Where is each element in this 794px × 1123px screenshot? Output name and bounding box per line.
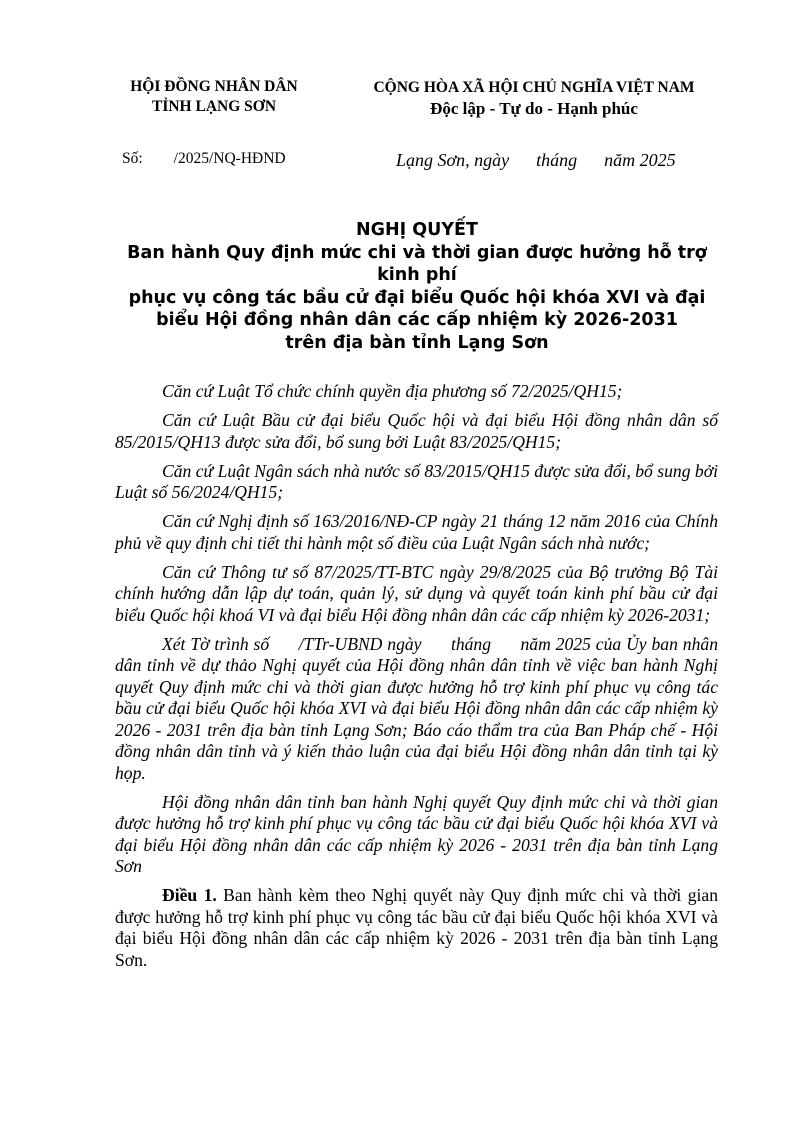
- title-line-3: trên địa bàn tỉnh Lạng Sơn: [285, 332, 549, 353]
- title-line-2: phục vụ công tác bầu cử đại biểu Quốc hội khóa XVI và đại biểu Hội đồng nhân dân các cấp nhiệm kỳ 2026-2031: [128, 287, 706, 330]
- republic-name: CỘNG HÒA XÃ HỘI CHỦ NGHĨA VIỆT NAM: [373, 79, 695, 96]
- preamble-paragraph: Căn cứ Luật Bầu cử đại biểu Quốc hội và đại biểu Hội đồng nhân dân số 85/2015/QH13 được sửa đổi, bổ sung bởi Luật 83/2025/QH15;: [115, 410, 718, 452]
- document-number: Số: /2025/NQ-HĐND: [122, 150, 286, 167]
- document-type: NGHỊ QUYẾT: [356, 220, 478, 240]
- place-and-date: Lạng Sơn, ngày tháng năm 2025: [396, 150, 676, 170]
- national-motto: Độc lập - Tự do - Hạnh phúc: [430, 99, 638, 118]
- preamble-paragraph: Căn cứ Luật Ngân sách nhà nước số 83/2015/QH15 được sửa đổi, bổ sung bởi Luật số 56/2024/QH15;: [115, 460, 718, 502]
- article-1-label: Điều 1.: [162, 885, 217, 905]
- article-1: [115, 885, 718, 971]
- preamble-paragraph: Căn cứ Nghị định số 163/2016/NĐ-CP ngày 21 tháng 12 năm 2016 của Chính phủ về quy định chi tiết thi hành một số điều của Luật Ngân sách nhà nước;: [115, 511, 718, 553]
- preamble-paragraph: Căn cứ Thông tư số 87/2025/TT-BTC ngày 29/8/2025 của Bộ trưởng Bộ Tài chính hướng dẫn lập dự toán, quản lý, sử dụng và quyết toán kinh phí bầu cử đại biểu Quốc hội khoá VI và đại biểu Hội đồng nhân dân các cấp nhiệm kỳ 2026-2031;: [115, 561, 718, 625]
- document-body: [115, 381, 723, 979]
- issuing-authority: [108, 77, 320, 117]
- preamble-paragraph: Hội đồng nhân dân tỉnh ban hành Nghị quyết Quy định mức chi và thời gian được hưởng hỗ trợ kinh phí phục vụ công tác bầu cử đại biểu Quốc hội khóa XVI và đại biểu Hội đồng nhân dân các cấp nhiệm kỳ 2026 - 2031 trên địa bàn tỉnh Lạng Sơn: [115, 791, 718, 876]
- province-name: TỈNH LẠNG SƠN: [151, 98, 277, 115]
- title-line-1: Ban hành Quy định mức chi và thời gian được hưởng hỗ trợ kinh phí: [127, 242, 707, 285]
- council-name: HỘI ĐỒNG NHÂN DÂN: [130, 78, 298, 95]
- article-1-text: Ban hành kèm theo Nghị quyết này Quy định mức chi và thời gian được hưởng hỗ trợ kinh phí phục vụ công tác bầu cử đại biểu Quốc hội khóa XVI và đại biểu Hội đồng nhân dân các cấp nhiệm kỳ 2026 - 2031 trên địa bàn tỉnh Lạng Sơn.: [115, 885, 718, 970]
- preamble-paragraph: Xét Tờ trình số /TTr-UBND ngày tháng năm 2025 của Ủy ban nhân dân tỉnh về dự thảo Nghị quyết của Hội đồng nhân dân tỉnh về việc ban hành Nghị quyết Quy định mức chi và thời gian được hưởng hỗ trợ kinh phí phục vụ công tác bầu cử đại biểu Quốc hội khóa XVI và đại biểu Hội đồng nhân dân các cấp nhiệm kỳ 2026 - 2031 trên địa bàn tỉnh Lạng Sơn; Báo cáo thẩm tra của Ban Pháp chế - Hội đồng nhân dân tỉnh và ý kiến thảo luận của đại biểu Hội đồng nhân dân tỉnh tại kỳ họp.: [115, 633, 723, 783]
- document-title: [112, 219, 722, 354]
- preamble-paragraph: Căn cứ Luật Tổ chức chính quyền địa phương số 72/2025/QH15;: [162, 381, 623, 401]
- national-heading: [340, 77, 728, 119]
